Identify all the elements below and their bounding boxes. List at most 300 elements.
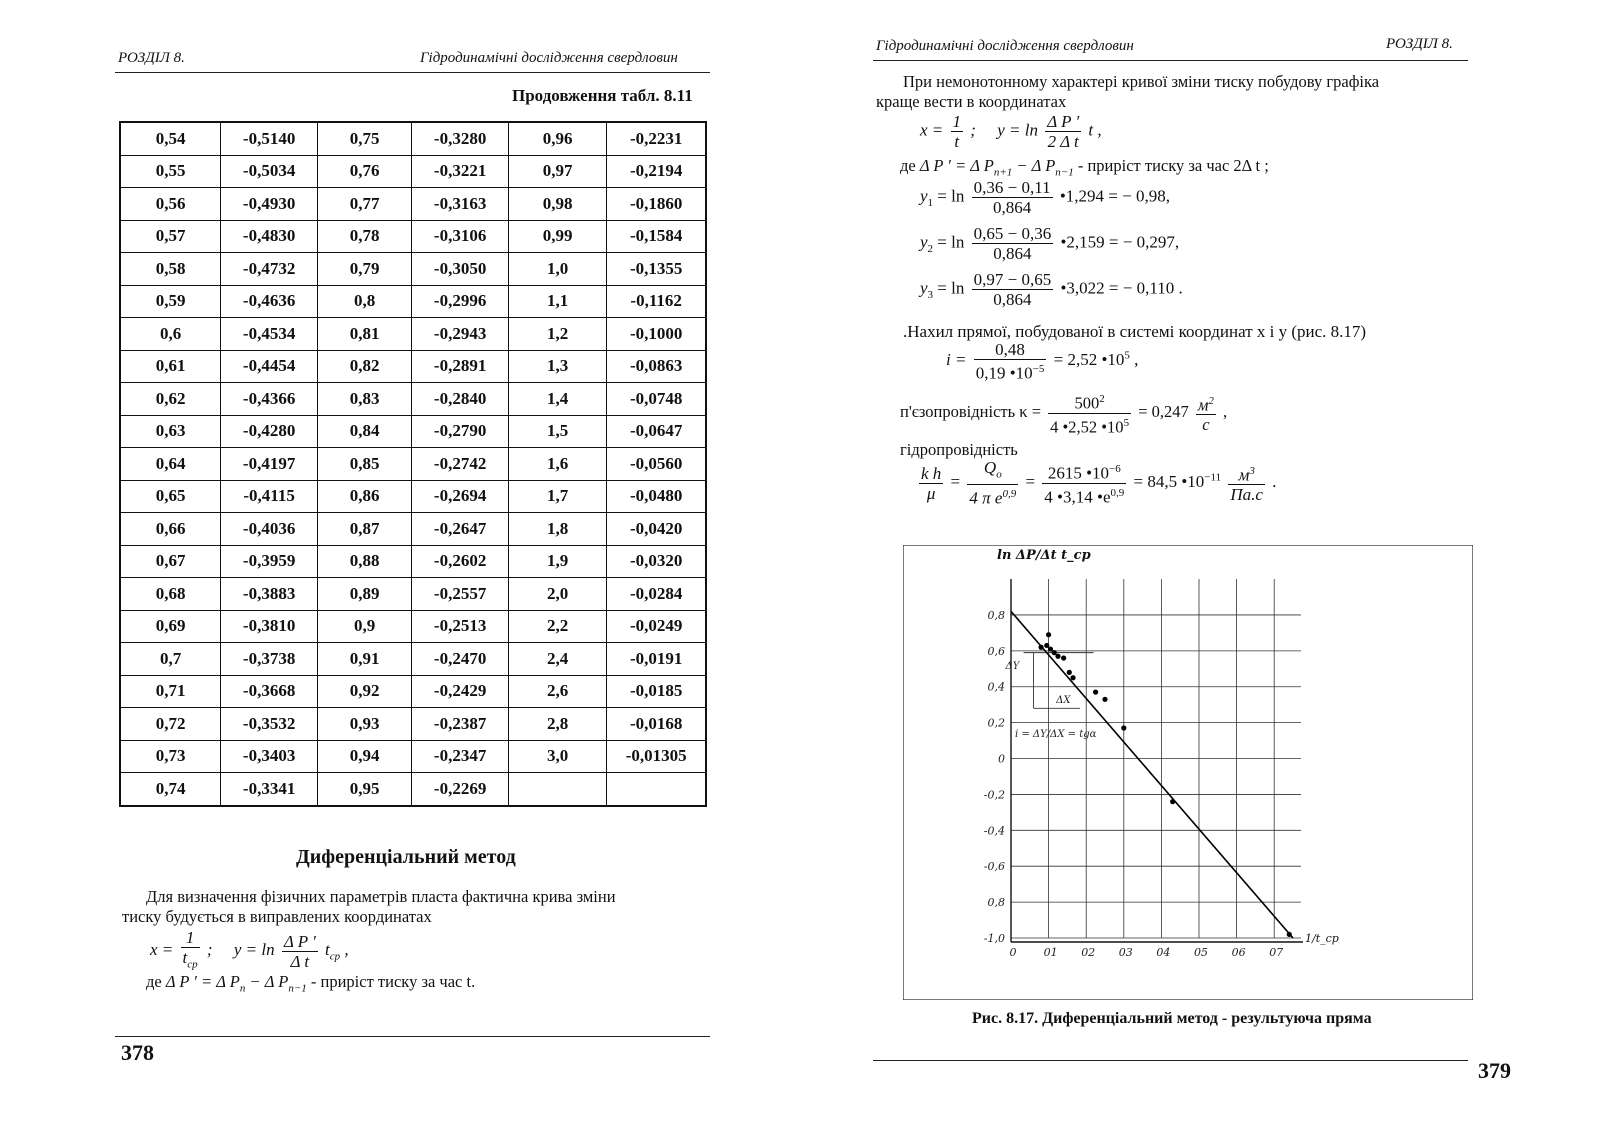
cell-value: -0,2513 (412, 610, 509, 643)
cell-value: -0,2943 (412, 318, 509, 351)
data-point (1287, 932, 1292, 937)
x-tick-label: 03 (1118, 946, 1133, 959)
y1-sub: 1 (927, 196, 934, 209)
r-def-prefix: де (900, 156, 916, 175)
cell-arg: 0,63 (120, 415, 221, 448)
y1-den: 0,864 (992, 198, 1032, 217)
cell-arg: 1,9 (508, 545, 606, 578)
chart-annotations (1005, 653, 1097, 740)
cell-arg: 1,8 (508, 513, 606, 546)
y-tick-label: 0,2 (987, 716, 1005, 730)
y3-equation (920, 270, 1183, 309)
i-den: 0,19 •10 (975, 363, 1033, 383)
cell-value: -0,2269 (412, 773, 509, 806)
data-point (1055, 654, 1060, 659)
cell-value: -0,01305 (607, 740, 706, 773)
cell-arg: 0,87 (317, 513, 411, 546)
table-row (120, 350, 706, 383)
table-row (120, 643, 706, 676)
y-tick-label: 0 (998, 752, 1005, 766)
cell-arg: 2,8 (508, 708, 606, 741)
kappa-unit-num: м (1197, 395, 1209, 415)
kappa-unit-den: с (1202, 415, 1210, 435)
hydro-eq-sign-2: = (1025, 471, 1036, 491)
cell-value: -0,2557 (412, 578, 509, 611)
cell-arg: 0,78 (317, 220, 411, 253)
r-eq-y-label: y = ln (997, 120, 1038, 140)
cell-value: -0,2194 (607, 155, 706, 188)
table-row (120, 122, 706, 155)
q-den-sup: 0,9 (1002, 488, 1017, 501)
i-rhs-sup: 5 (1124, 349, 1130, 362)
hydro-result-sup: −11 (1204, 471, 1222, 484)
cell-arg (508, 773, 606, 806)
kh-num: k h (921, 463, 942, 483)
y1-fraction (972, 178, 1053, 217)
cell-value: -0,4534 (221, 318, 318, 351)
cell-arg: 0,77 (317, 188, 411, 221)
cell-value: -0,0863 (607, 350, 706, 383)
kappa-den: 4 •2,52 •10 (1050, 417, 1124, 436)
cell-arg: 0,59 (120, 285, 221, 318)
v-num: 2615 •10 (1047, 463, 1110, 483)
x-tick-label: 01 (1043, 946, 1058, 959)
cell-value: -0,4830 (221, 220, 318, 253)
cell-arg: 0,72 (120, 708, 221, 741)
cell-arg: 0,83 (317, 383, 411, 416)
hydro-eq-sign-1: = (950, 471, 961, 491)
cell-arg: 0,9 (317, 610, 411, 643)
def-text: - приріст тиску за час t. (306, 972, 476, 991)
left-header-chapter: РОЗДІЛ 8. (118, 50, 185, 66)
r-eq-y-den: 2 Δ t (1047, 132, 1079, 151)
r-def-mid: − Δ P (1012, 156, 1056, 175)
x-axis-title: 1/t_cp (1305, 932, 1339, 945)
r-def-text: - приріст тиску за час 2Δ t ; (1073, 156, 1269, 175)
cell-value: -0,2694 (412, 480, 509, 513)
y3-fraction (972, 270, 1054, 309)
table-row (120, 188, 706, 221)
def-sub1: n (239, 982, 246, 995)
cell-value: -0,0249 (607, 610, 706, 643)
y-tick-label: 0,8 (987, 608, 1005, 622)
figure-8-17 (903, 545, 1473, 1000)
data-table (119, 121, 707, 807)
y1-lhs: = ln (937, 186, 965, 206)
cell-value: -0,2429 (412, 675, 509, 708)
cell-value: -0,3738 (221, 643, 318, 676)
cell-value: -0,0420 (607, 513, 706, 546)
table-row (120, 513, 706, 546)
q-fraction (967, 458, 1018, 508)
eq-y-fraction (282, 932, 318, 971)
i-fraction (974, 340, 1047, 383)
fit-line (1011, 611, 1293, 938)
chart-grid (1011, 579, 1303, 942)
cell-value: -0,2840 (412, 383, 509, 416)
eq-y-tail-sub: cp (329, 950, 341, 963)
cell-value: -0,5034 (221, 155, 318, 188)
q-den: 4 π e (969, 489, 1003, 509)
table-row (120, 415, 706, 448)
cell-arg: 1,7 (508, 480, 606, 513)
cell-value: -0,2602 (412, 545, 509, 578)
kh-fraction (919, 464, 943, 503)
r-eq-x-den: t (954, 132, 960, 151)
hydro-end: . (1272, 471, 1277, 491)
y-tick-label: 0,8 (987, 896, 1005, 910)
eq-x-den: t (182, 948, 188, 967)
left-para-line2: тиску будується в виправлених координатах (122, 907, 432, 926)
eq-y-end: , (344, 940, 349, 960)
cell-value: -0,3341 (221, 773, 318, 806)
cell-arg: 0,54 (120, 122, 221, 155)
y3-label: y (920, 278, 928, 298)
cell-value: -0,3959 (221, 545, 318, 578)
eq-y-num: Δ P ′ (283, 931, 316, 951)
cell-arg: 1,4 (508, 383, 606, 416)
y2-tail: •2,159 = − 0,297, (1060, 232, 1180, 252)
data-point (1067, 670, 1072, 675)
kappa-unit-num-sup: 2 (1208, 394, 1214, 407)
cell-arg: 0,69 (120, 610, 221, 643)
cell-arg: 0,73 (120, 740, 221, 773)
cell-arg: 0,89 (317, 578, 411, 611)
right-para-line1: При немонотонному характері кривої зміни тиску побудову графіка (903, 72, 1380, 91)
unit-num-sup: 3 (1249, 464, 1255, 477)
r-eq-x-label: x = (920, 120, 944, 140)
table-row (120, 578, 706, 611)
hydro-result: = 84,5 •10 (1133, 471, 1205, 491)
data-point (1038, 645, 1043, 650)
data-point (1061, 655, 1066, 660)
hydro-unit (1228, 462, 1265, 505)
table-row (120, 155, 706, 188)
table-row (120, 610, 706, 643)
right-header-title: Гідродинамічні дослідження свердловин (876, 38, 1134, 54)
left-para-line1: Для визначення фізичних параметрів пласта фактична крива зміни (146, 887, 616, 906)
left-coord-equation (150, 928, 349, 974)
i-den-sup: −5 (1032, 363, 1045, 375)
kappa-end: , (1223, 401, 1228, 421)
kappa-den-sup: 5 (1123, 416, 1130, 429)
cell-arg: 1,3 (508, 350, 606, 383)
r-eq-x-num: 1 (952, 112, 962, 131)
cell-value: -0,4280 (221, 415, 318, 448)
def-sub2: n−1 (288, 982, 307, 995)
y-tick-label: 0,4 (987, 680, 1005, 694)
kappa-unit (1196, 392, 1216, 435)
cell-value: -0,2996 (412, 285, 509, 318)
r-eq-separator: ; (970, 120, 976, 140)
table-row (120, 448, 706, 481)
y2-lhs: = ln (937, 232, 965, 252)
r-eq-x-fraction (951, 112, 964, 151)
cell-value (607, 773, 706, 806)
v-den: 4 •3,14 •e (1044, 487, 1111, 507)
kh-den: μ (926, 483, 936, 503)
r-eq-y-tail: t , (1088, 120, 1102, 140)
unit-num: м (1238, 465, 1250, 485)
cell-value: -0,0284 (607, 578, 706, 611)
y1-num: 0,36 − 0,11 (973, 178, 1051, 197)
cell-arg: 0,81 (317, 318, 411, 351)
hydro-label: гідропровідність (900, 440, 1018, 459)
cell-value: -0,1162 (607, 285, 706, 318)
right-header-chapter: РОЗДІЛ 8. (1386, 36, 1453, 52)
y-tick-label: -0,2 (983, 788, 1005, 802)
right-footer-rule (873, 1060, 1468, 1061)
y3-num: 0,97 − 0,65 (973, 270, 1052, 289)
cell-arg: 0,91 (317, 643, 411, 676)
cell-arg: 0,79 (317, 253, 411, 286)
cell-arg: 0,88 (317, 545, 411, 578)
data-point (1170, 799, 1175, 804)
eq-x-fraction (181, 928, 200, 974)
cell-value: -0,0185 (607, 675, 706, 708)
eq-x-num: 1 (181, 928, 200, 948)
table-row (120, 480, 706, 513)
v-den-sup: 0,9 (1110, 486, 1125, 499)
left-header-rule (115, 72, 710, 73)
value-fraction (1042, 460, 1126, 506)
cell-arg: 0,64 (120, 448, 221, 481)
cell-arg: 0,58 (120, 253, 221, 286)
x-tick-label: 07 (1269, 946, 1284, 959)
cell-arg: 1,5 (508, 415, 606, 448)
cell-value: -0,2231 (607, 122, 706, 155)
q-num: Q (983, 458, 997, 477)
r-def-sub2: n−1 (1055, 166, 1074, 179)
table-row (120, 708, 706, 741)
delta-x-label: ΔX (1056, 694, 1071, 706)
cell-arg: 0,99 (508, 220, 606, 253)
data-point (1102, 697, 1107, 702)
cell-value: -0,0320 (607, 545, 706, 578)
cell-value: -0,3106 (412, 220, 509, 253)
cell-arg: 0,92 (317, 675, 411, 708)
data-point (1048, 646, 1053, 651)
cell-value: -0,2387 (412, 708, 509, 741)
cell-value: -0,3532 (221, 708, 318, 741)
right-para-line2: краще вести в координатах (876, 92, 1067, 111)
cell-arg: 0,62 (120, 383, 221, 416)
cell-arg: 0,61 (120, 350, 221, 383)
delta-y-label: ΔY (1005, 660, 1020, 672)
def-prefix: де (146, 972, 162, 991)
r-eq-y-fraction (1045, 112, 1081, 151)
table-row (120, 318, 706, 351)
cell-arg: 0,6 (120, 318, 221, 351)
y-axis-title: ln ΔP/Δt t_cp (997, 548, 1091, 563)
hydro-equation (916, 458, 1276, 508)
section-title: Диференціальний метод (296, 846, 516, 868)
eq-y-label: y = ln (233, 940, 275, 960)
unit-den: Па.с (1230, 485, 1263, 505)
table-row (120, 285, 706, 318)
table-row (120, 773, 706, 806)
cell-arg: 0,74 (120, 773, 221, 806)
cell-arg: 0,55 (120, 155, 221, 188)
cell-value: -0,2347 (412, 740, 509, 773)
cell-value: -0,4115 (221, 480, 318, 513)
cell-arg: 0,94 (317, 740, 411, 773)
cell-value: -0,2790 (412, 415, 509, 448)
cell-arg: 2,4 (508, 643, 606, 676)
cell-value: -0,4636 (221, 285, 318, 318)
cell-arg: 0,65 (120, 480, 221, 513)
y3-den: 0,864 (993, 290, 1032, 309)
cell-value: -0,5140 (221, 122, 318, 155)
cell-value: -0,4930 (221, 188, 318, 221)
slope-equation (946, 340, 1138, 383)
r-eq-y-num: Δ P ′ (1047, 112, 1080, 131)
eq-separator: ; (206, 940, 213, 960)
cell-arg: 0,56 (120, 188, 221, 221)
cell-value: -0,1860 (607, 188, 706, 221)
cell-value: -0,2647 (412, 513, 509, 546)
cell-value: -0,3280 (412, 122, 509, 155)
cell-arg: 0,96 (508, 122, 606, 155)
cell-arg: 0,86 (317, 480, 411, 513)
cell-value: -0,0560 (607, 448, 706, 481)
cell-arg: 0,76 (317, 155, 411, 188)
cell-arg: 0,93 (317, 708, 411, 741)
table-row (120, 545, 706, 578)
cell-arg: 0,66 (120, 513, 221, 546)
y1-label: y (920, 186, 928, 206)
cell-arg: 0,7 (120, 643, 221, 676)
cell-value: -0,0191 (607, 643, 706, 676)
cell-arg: 1,0 (508, 253, 606, 286)
cell-value: -0,4197 (221, 448, 318, 481)
kappa-num: 500 (1074, 393, 1100, 413)
cell-value: -0,4454 (221, 350, 318, 383)
def-formula: Δ P ′ = Δ P (165, 972, 240, 991)
eq-y-den: Δ t (290, 951, 310, 971)
cell-arg: 2,2 (508, 610, 606, 643)
cell-arg: 0,75 (317, 122, 411, 155)
data-point (1046, 632, 1051, 637)
cell-arg: 0,95 (317, 773, 411, 806)
cell-value: -0,4732 (221, 253, 318, 286)
table-row (120, 220, 706, 253)
kappa-fraction (1048, 390, 1131, 436)
y-tick-label: 0,6 (987, 644, 1005, 658)
cell-arg: 0,97 (508, 155, 606, 188)
right-coord-equation (920, 112, 1102, 151)
cell-value: -0,3810 (221, 610, 318, 643)
r-def-formula: Δ P ′ = Δ P (919, 156, 994, 175)
x-tick-label: 05 (1194, 946, 1208, 959)
cell-value: -0,2742 (412, 448, 509, 481)
data-point (1070, 675, 1075, 680)
data-point (1121, 725, 1126, 730)
def-mid: − Δ P (245, 972, 289, 991)
cell-arg: 0,57 (120, 220, 221, 253)
cell-value: -0,0647 (607, 415, 706, 448)
cell-value: -0,2470 (412, 643, 509, 676)
i-lhs: i = (946, 350, 967, 370)
cell-value: -0,0480 (607, 480, 706, 513)
cell-arg: 3,0 (508, 740, 606, 773)
y2-label: y (920, 232, 928, 252)
cell-value: -0,0748 (607, 383, 706, 416)
cell-arg: 2,6 (508, 675, 606, 708)
r-def-sub1: n+1 (993, 166, 1013, 179)
data-point (1052, 650, 1057, 655)
figure-caption: Рис. 8.17. Диференціальний метод - результуюча пряма (972, 1010, 1372, 1027)
kappa-label: п'єзопровідність κ = (900, 401, 1041, 421)
table-row (120, 675, 706, 708)
y2-equation (920, 224, 1179, 263)
y1-equation (920, 178, 1170, 217)
table-row (120, 383, 706, 416)
left-definition-line (146, 972, 475, 994)
y-tick-label: -0,4 (983, 824, 1005, 838)
cell-arg: 0,8 (317, 285, 411, 318)
cell-value: -0,3163 (412, 188, 509, 221)
table-row (120, 740, 706, 773)
i-num: 0,48 (974, 340, 1047, 360)
y2-fraction (972, 224, 1054, 263)
cell-arg: 0,67 (120, 545, 221, 578)
right-header-rule (873, 60, 1468, 61)
right-definition-line (900, 156, 1269, 178)
y2-den: 0,864 (993, 244, 1032, 263)
table-row (120, 253, 706, 286)
left-footer-rule (115, 1036, 710, 1037)
slope-text: .Нахил прямої, побудованої в системі координат x і y (рис. 8.17) (903, 322, 1367, 341)
i-rhs: = 2,52 •10 (1053, 350, 1125, 370)
v-num-sup: −6 (1109, 462, 1121, 475)
cell-arg: 0,82 (317, 350, 411, 383)
table-caption: Продовження табл. 8.11 (512, 86, 693, 105)
y-tick-label: -1,0 (983, 932, 1005, 945)
cell-arg: 1,6 (508, 448, 606, 481)
y3-tail: •3,022 = − 0,110 . (1060, 278, 1183, 298)
cell-value: -0,3403 (221, 740, 318, 773)
y3-sub: 3 (927, 288, 934, 301)
cell-value: -0,0168 (607, 708, 706, 741)
data-point (1044, 643, 1049, 648)
x-tick-label: 06 (1231, 946, 1246, 959)
cell-value: -0,3221 (412, 155, 509, 188)
cell-arg: 1,1 (508, 285, 606, 318)
cell-arg: 2,0 (508, 578, 606, 611)
chart-series (1011, 611, 1293, 938)
cell-value: -0,2891 (412, 350, 509, 383)
cell-arg: 0,71 (120, 675, 221, 708)
slope-formula-label: i = ΔY/ΔX = tgα (1015, 728, 1097, 740)
cell-value: -0,1584 (607, 220, 706, 253)
kappa-rhs: = 0,247 (1138, 401, 1189, 421)
kappa-equation (900, 390, 1227, 436)
cell-arg: 0,85 (317, 448, 411, 481)
i-end: , (1134, 350, 1139, 370)
q-num-sub: o (996, 468, 1002, 481)
y1-tail: •1,294 = − 0,98, (1059, 186, 1170, 206)
y-tick-label: -0,6 (983, 860, 1005, 874)
left-header-title: Гідродинамічні дослідження свердловин (420, 50, 678, 66)
x-tick-label: 04 (1156, 946, 1171, 959)
kappa-num-sup: 2 (1099, 393, 1105, 405)
cell-value: -0,3883 (221, 578, 318, 611)
cell-value: -0,3050 (412, 253, 509, 286)
cell-arg: 0,98 (508, 188, 606, 221)
cell-value: -0,4366 (221, 383, 318, 416)
left-page-number: 378 (121, 1040, 154, 1065)
